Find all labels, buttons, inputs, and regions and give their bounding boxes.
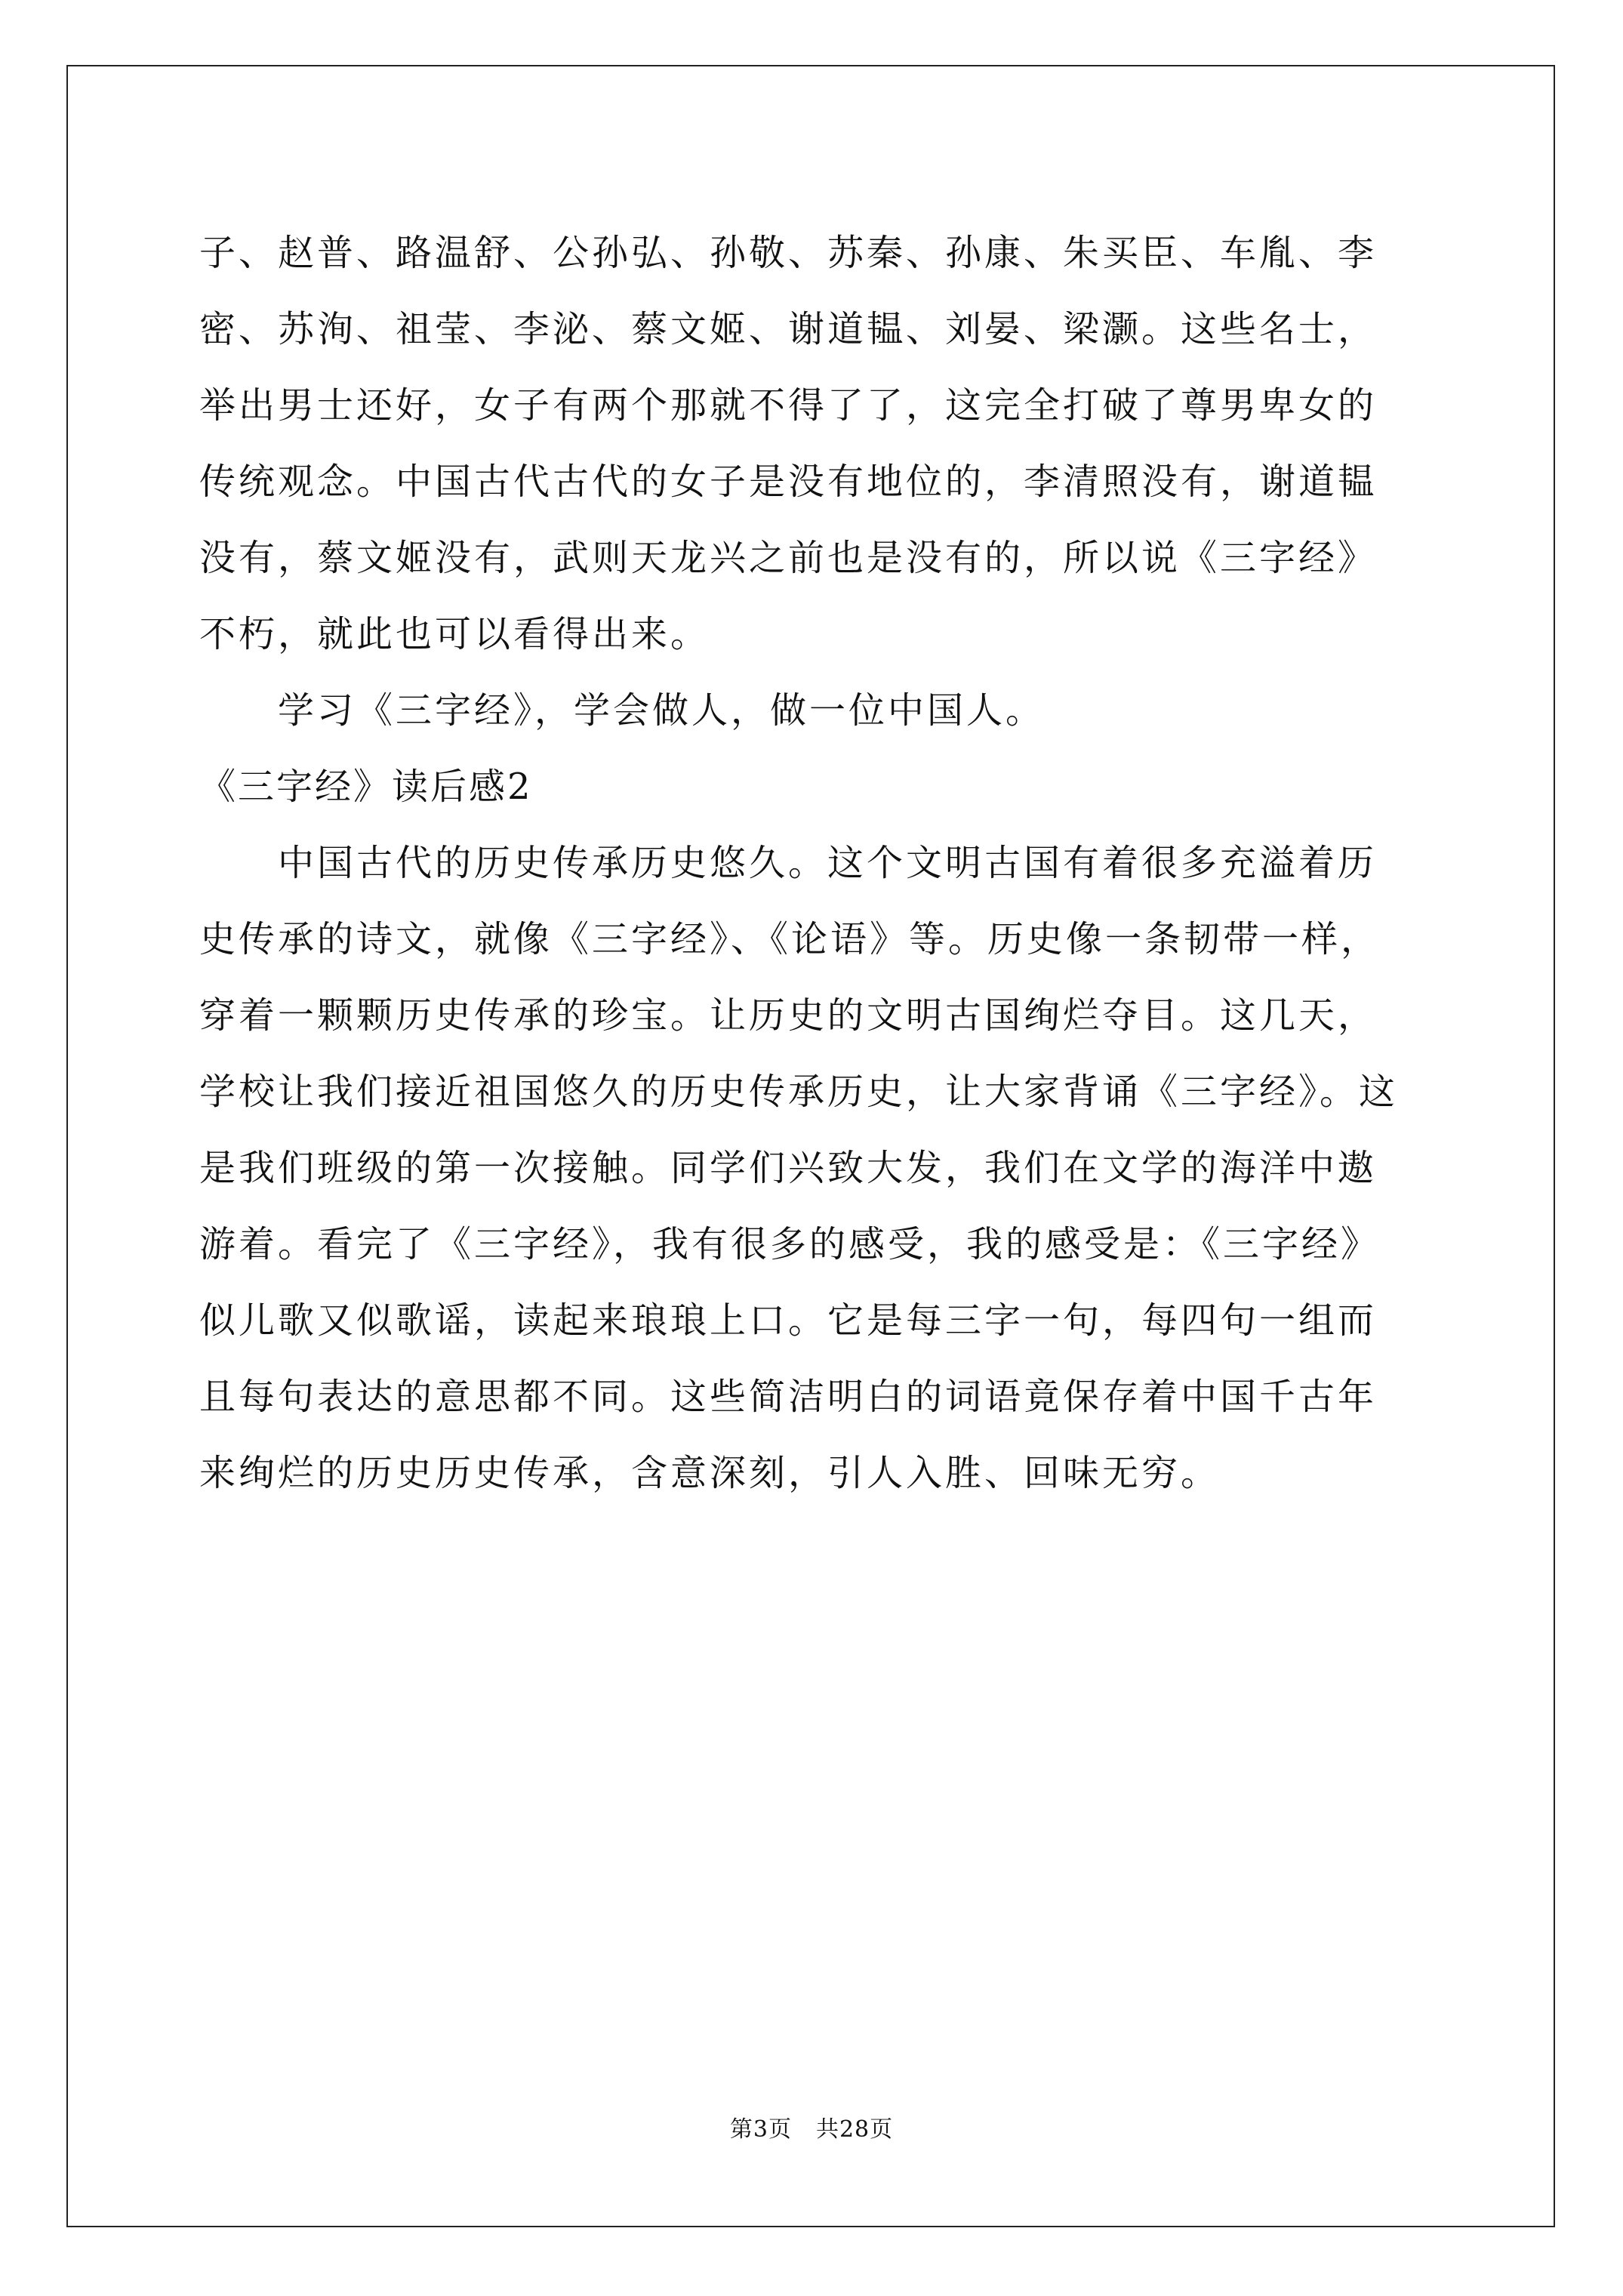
text-line: 密、苏洵、祖莹、李泌、蔡文姬、谢道韫、刘晏、梁灏。这些名士，: [199, 308, 1378, 350]
text-line: 学习《三字经》，学会做人，做一位中国人。: [278, 689, 1046, 732]
text-line: 传统观念。中国古代古代的女子是没有地位的，李清照没有，谢道韫: [199, 461, 1378, 503]
page-footer: [0, 2116, 1623, 2143]
page-total: 共28页: [815, 2116, 894, 2143]
page-number: 第3页: [729, 2116, 792, 2143]
text-line: 举出男士还好，女子有两个那就不得了了，这完全打破了尊男卑女的: [199, 384, 1378, 427]
text-line: 中国古代的历史传承历史悠久。这个文明古国有着很多充溢着历: [278, 842, 1378, 884]
text-line: 游着。看完了《三字经》，我有很多的感受，我的感受是：《三字经》: [199, 1223, 1381, 1265]
text-line: 似儿歌又似歌谣，读起来琅琅上口。它是每三字一句，每四句一组而: [199, 1299, 1378, 1342]
text-line: 且每句表达的意思都不同。这些简洁明白的词语竟保存着中国千古年: [199, 1376, 1378, 1418]
text-line: 史传承的诗文，就像《三字经》、《论语》等。历史像一条韧带一样，: [199, 918, 1381, 960]
text-line: 是我们班级的第一次接触。同学们兴致大发，我们在文学的海洋中遨: [199, 1147, 1378, 1189]
text-line: 学校让我们接近祖国悠久的历史传承历史，让大家背诵《三字经》。这: [199, 1071, 1399, 1113]
section-heading: 《三字经》读后感2: [199, 766, 533, 808]
text-line: 不朽，就此也可以看得出来。: [199, 613, 710, 655]
text-line: 来绚烂的历史历史传承，含意深刻，引人入胜、回味无穷。: [199, 1452, 1221, 1494]
text-line: 穿着一颗颗历史传承的珍宝。让历史的文明古国绚烂夺目。这几天，: [199, 994, 1378, 1037]
text-line: 子、赵普、路温舒、公孙弘、孙敬、苏秦、孙康、朱买臣、车胤、李: [199, 232, 1378, 274]
text-line: 没有，蔡文姬没有，武则天龙兴之前也是没有的，所以说《三字经》: [199, 537, 1378, 579]
